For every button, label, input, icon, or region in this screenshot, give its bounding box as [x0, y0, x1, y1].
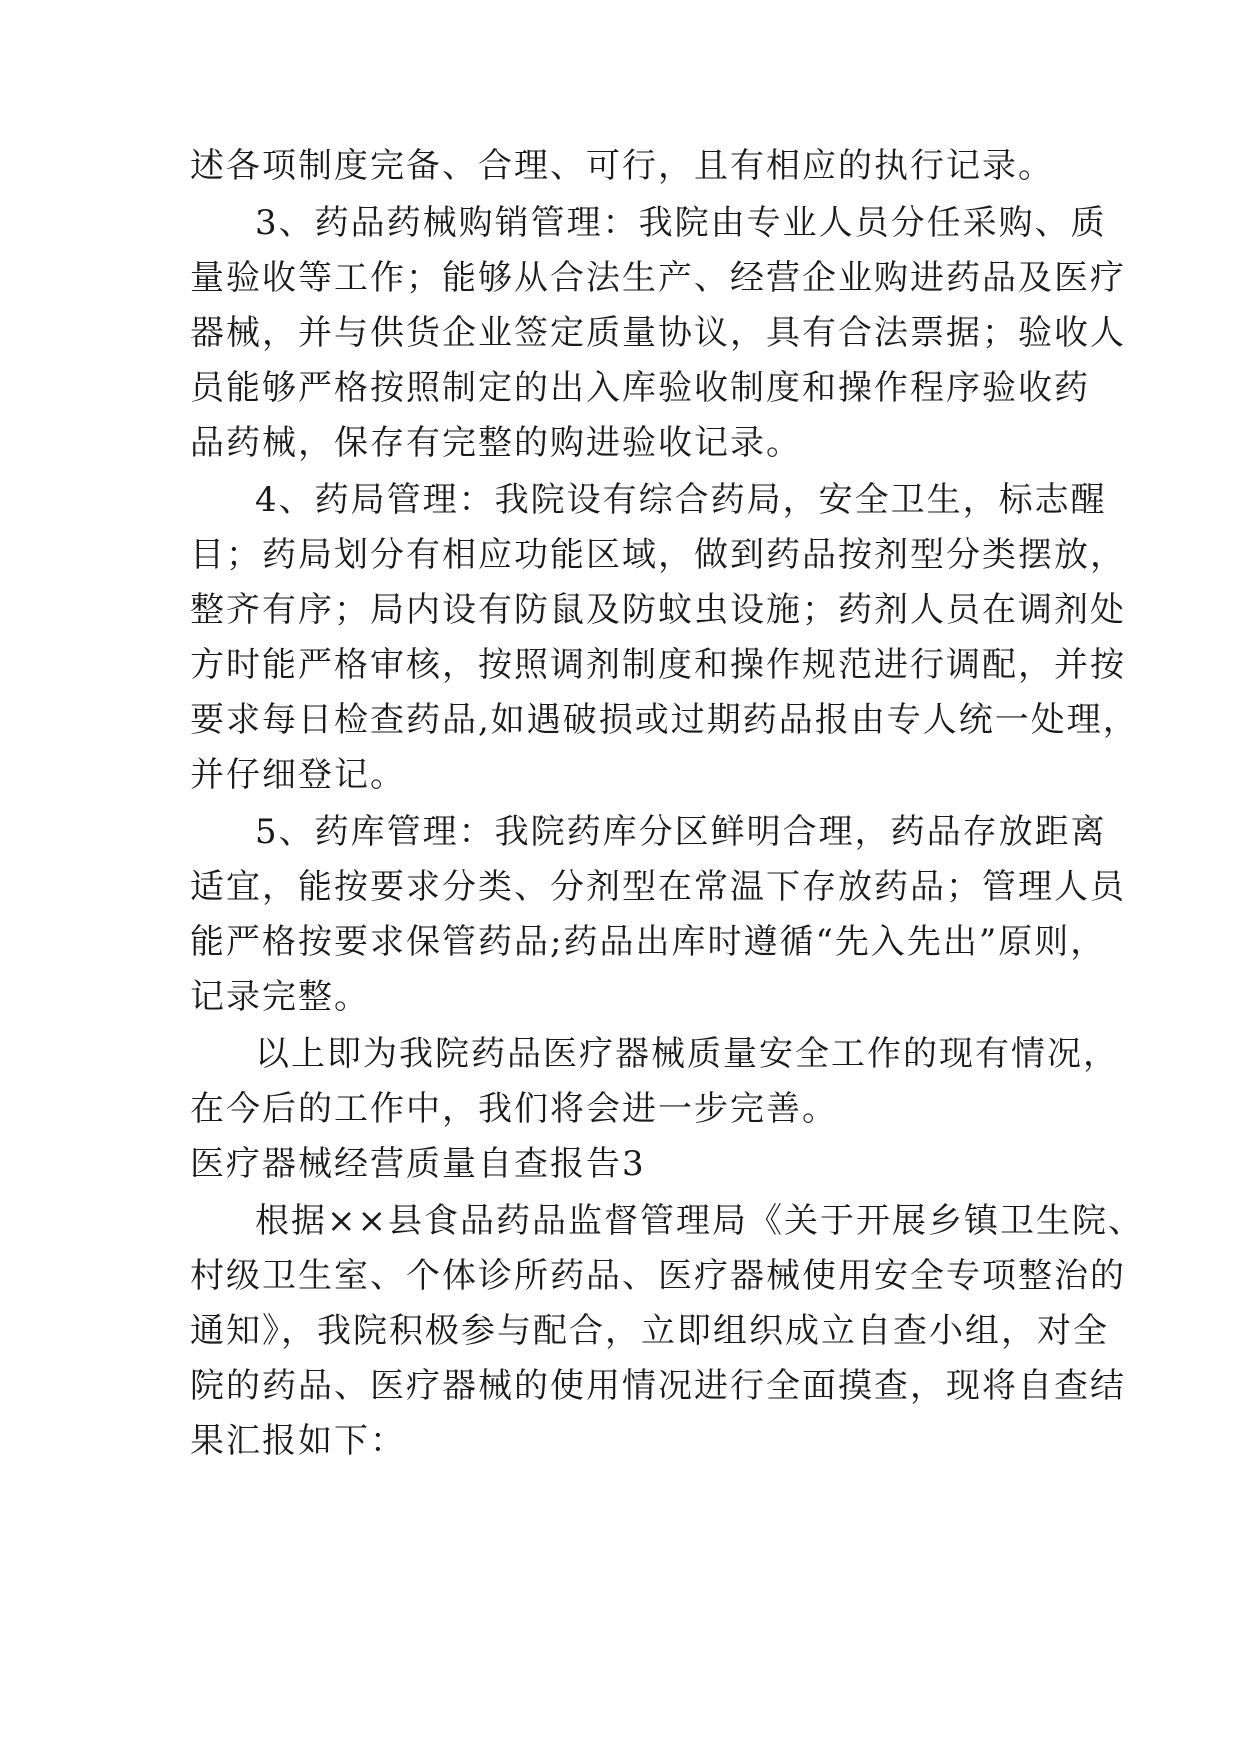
- text-line: 根据××县食品药品监督管理局《关于开展乡镇卫生院、: [255, 1201, 1144, 1241]
- text-line: 要求每日检查药品,如遇破损或过期药品报由专人统一处理，: [190, 700, 1139, 740]
- text-line: 员能够严格按照制定的出入库验收制度和操作程序验收药: [190, 368, 1090, 408]
- text-line: 通知》，我院积极参与配合，立即组织成立自查小组，对全: [190, 1311, 1109, 1351]
- text-line: 院的药品、医疗器械的使用情况进行全面摸查，现将自查结: [190, 1366, 1126, 1406]
- text-line: 品药械，保存有完整的购进验收记录。: [190, 423, 802, 463]
- text-line: 果汇报如下：: [190, 1421, 406, 1461]
- text-line: 村级卫生室、个体诊所药品、医疗器械使用安全专项整治的: [190, 1256, 1126, 1296]
- text-line: 目；药局划分有相应功能区域，做到药品按剂型分类摆放，: [190, 535, 1126, 575]
- text-line: 记录完整。: [190, 977, 370, 1017]
- section-heading: 医疗器械经营质量自查报告3: [190, 1144, 646, 1184]
- text-line: 方时能严格审核，按照调剂制度和操作规范进行调配，并按: [190, 645, 1126, 685]
- text-line: 述各项制度完备、合理、可行，且有相应的执行记录。: [190, 146, 1054, 186]
- text-line: 在今后的工作中，我们将会进一步完善。: [190, 1089, 838, 1129]
- text-line: 适宜，能按要求分类、分剂型在常温下存放药品；管理人员: [190, 867, 1126, 907]
- text-line: 5、药库管理：我院药库分区鲜明合理，药品存放距离: [255, 812, 1107, 852]
- text-line: 4、药局管理：我院设有综合药局，安全卫生，标志醒: [255, 480, 1107, 520]
- text-line: 以上即为我院药品医疗器械质量安全工作的现有情况，: [255, 1034, 1119, 1074]
- text-line: 量验收等工作；能够从合法生产、经营企业购进药品及医疗: [190, 258, 1126, 298]
- text-line: 并仔细登记。: [190, 755, 406, 795]
- text-line: 整齐有序；局内设有防鼠及防蚊虫设施；药剂人员在调剂处: [190, 590, 1126, 630]
- text-line: 器械，并与供货企业签定质量协议，具有合法票据；验收人: [190, 313, 1126, 353]
- text-line: 3、药品药械购销管理：我院由专业人员分任采购、质: [255, 203, 1107, 243]
- text-line: 能严格按要求保管药品;药品出库时遵循“先入先出”原则，: [190, 922, 1107, 962]
